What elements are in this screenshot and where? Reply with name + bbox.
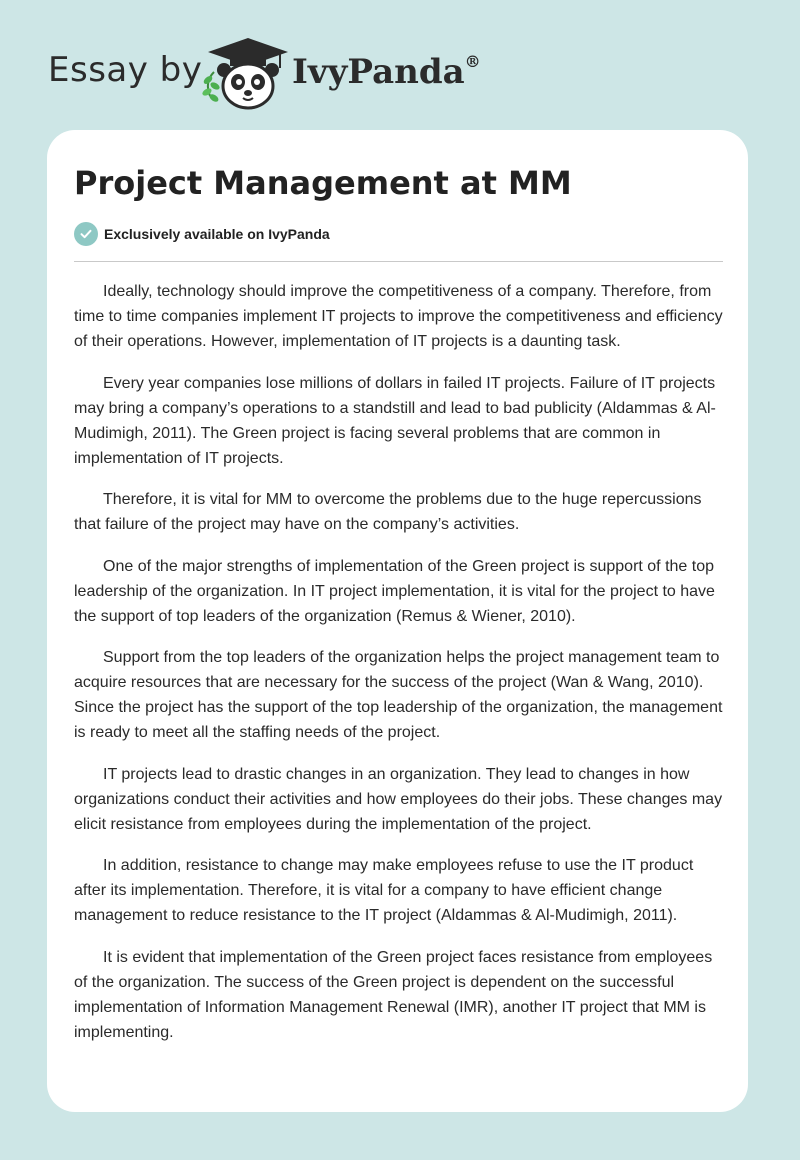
paragraph: Therefore, it is vital for MM to overcome the problems due to the huge repercussions that failure of the project may have on the company’s activities. — [74, 491, 702, 533]
page-title: Project Management at MM — [74, 164, 572, 202]
registered-mark: ® — [464, 51, 481, 71]
exclusive-badge — [74, 222, 330, 246]
brand-name[interactable] — [292, 52, 481, 92]
divider — [74, 261, 723, 262]
badge-label: Exclusively available on IvyPanda — [104, 226, 330, 242]
article-card — [47, 130, 748, 1112]
panda-logo-icon[interactable] — [200, 36, 290, 110]
paragraph: It is evident that implementation of the Green project faces resistance from employees of the organization. The success of the Green project is dependent on the successful implementation of Information Management Renewal (IMR), another IT project that MM is implementing. — [74, 948, 713, 1041]
paragraph: One of the major strengths of implementation of the Green project is support of the top leadership of the organization. In IT project implementation, it is vital for the project to have the support of top leaders of the organization (Remus & Wiener, 2010). — [74, 557, 715, 625]
brand-text: IvyPanda — [292, 52, 465, 92]
site-header — [0, 0, 800, 130]
paragraph: Support from the top leaders of the organization helps the project management team to acquire resources that are necessary for the success of the project (Wan & Wang, 2010). Since the project has the support of the top leadership of the organization, the management is ready to meet all the staffing needs of the project. — [74, 649, 723, 741]
paragraph: Every year companies lose millions of dollars in failed IT projects. Failure of IT projects may bring a company’s operations to a standstill and lead to bad publicity (Aldammas & Al-Mudimigh, 2011). The Green project is facing several problems that are common in implementation of IT projects. — [74, 374, 716, 467]
check-icon — [74, 222, 98, 246]
essay-by-label: Essay by — [48, 50, 203, 90]
paragraph: IT projects lead to drastic changes in an organization. They lead to changes in how organizations conduct their activities and how employees do their jobs. These changes may elicit resistance from employees during the implementation of the project. — [74, 765, 723, 833]
leaf-icon — [201, 72, 221, 103]
paragraph: Ideally, technology should improve the competitiveness of a company. Therefore, from time to time companies implement IT projects to improve the competitiveness and efficiency of their operations. However, implementation of IT projects is a daunting task. — [74, 283, 723, 350]
paragraph: In addition, resistance to change may make employees refuse to use the IT product after its implementation. Therefore, it is vital for a company to have efficient change management to reduce resistance to the IT project (Aldammas & Al-Mudimigh, 2011). — [74, 857, 694, 924]
article-body — [74, 279, 724, 1061]
